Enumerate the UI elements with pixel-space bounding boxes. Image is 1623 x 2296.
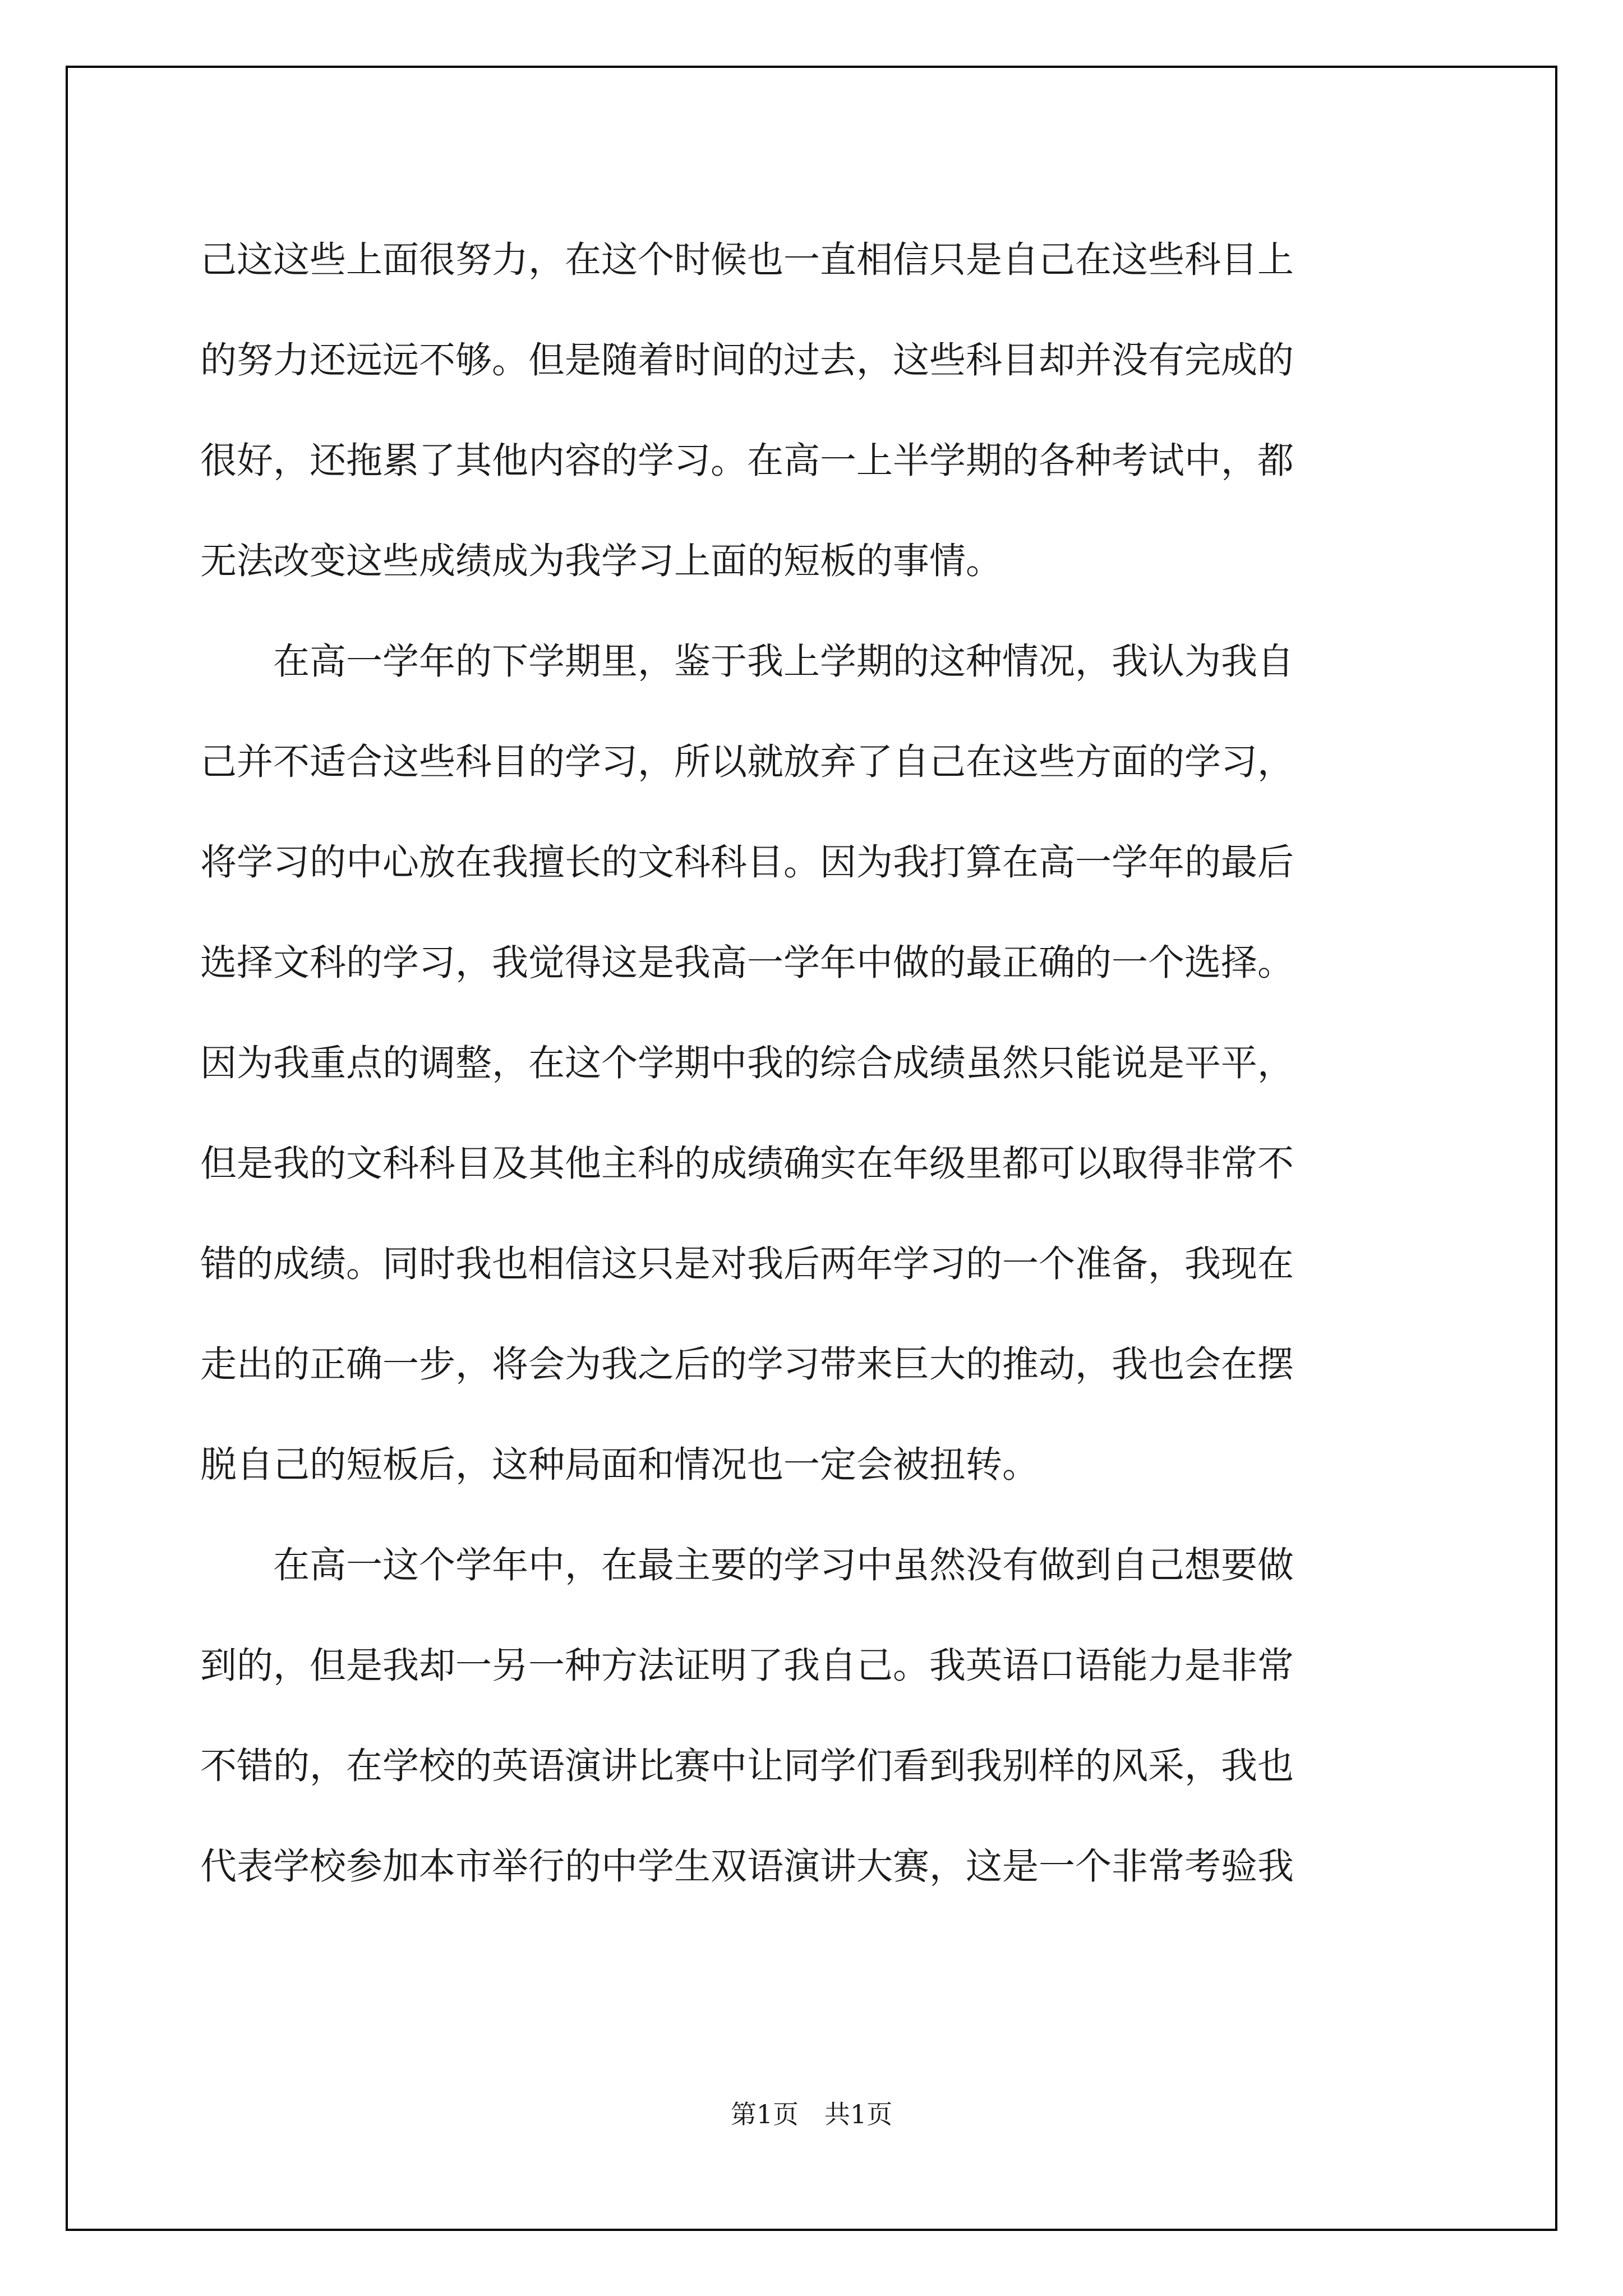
document-body — [200, 210, 1434, 1917]
text-line: 走出的正确一步，将会为我之后的学习带来巨大的推动，我也会在摆 — [200, 1343, 1294, 1386]
text-line: 在高一这个学年中，在最主要的学习中虽然没有做到自己想要做 — [200, 1544, 1294, 1586]
text-line: 的努力还远远不够。但是随着时间的过去，这些科目却并没有完成的 — [200, 339, 1294, 381]
text-line: 在高一学年的下学期里，鉴于我上学期的这种情况，我认为我自 — [200, 641, 1294, 683]
text-line: 但是我的文科科目及其他主科的成绩确实在年级里都可以取得非常不 — [200, 1143, 1294, 1185]
text-line: 将学习的中心放在我擅长的文科科目。因为我打算在高一学年的最后 — [200, 841, 1294, 884]
text-line: 无法改变这些成绩成为我学习上面的短板的事情。 — [200, 540, 1003, 582]
text-line: 己这这些上面很努力，在这个时候也一直相信只是自己在这些科目上 — [200, 239, 1294, 281]
text-line: 不错的，在学校的英语演讲比赛中让同学们看到我别样的风采，我也 — [200, 1745, 1294, 1787]
text-line: 己并不适合这些科目的学习，所以就放弃了自己在这些方面的学习， — [200, 741, 1294, 783]
text-line: 很好，还拖累了其他内容的学习。在高一上半学期的各种考试中，都 — [200, 440, 1294, 482]
text-line: 错的成绩。同时我也相信这只是对我后两年学习的一个准备，我现在 — [200, 1243, 1294, 1285]
page-number-label: 第1页 共1页 — [730, 2099, 893, 2129]
text-line: 选择文科的学习，我觉得这是我高一学年中做的最正确的一个选择。 — [200, 942, 1294, 984]
text-line: 到的，但是我却一另一种方法证明了我自己。我英语口语能力是非常 — [200, 1645, 1294, 1687]
text-line: 脱自己的短板后，这种局面和情况也一定会被扭转。 — [200, 1444, 1039, 1486]
page-footer — [0, 2097, 1623, 2131]
text-line: 代表学校参加本市举行的中学生双语演讲大赛，这是一个非常考验我 — [200, 1846, 1294, 1888]
text-line: 因为我重点的调整，在这个学期中我的综合成绩虽然只能说是平平， — [200, 1042, 1294, 1084]
